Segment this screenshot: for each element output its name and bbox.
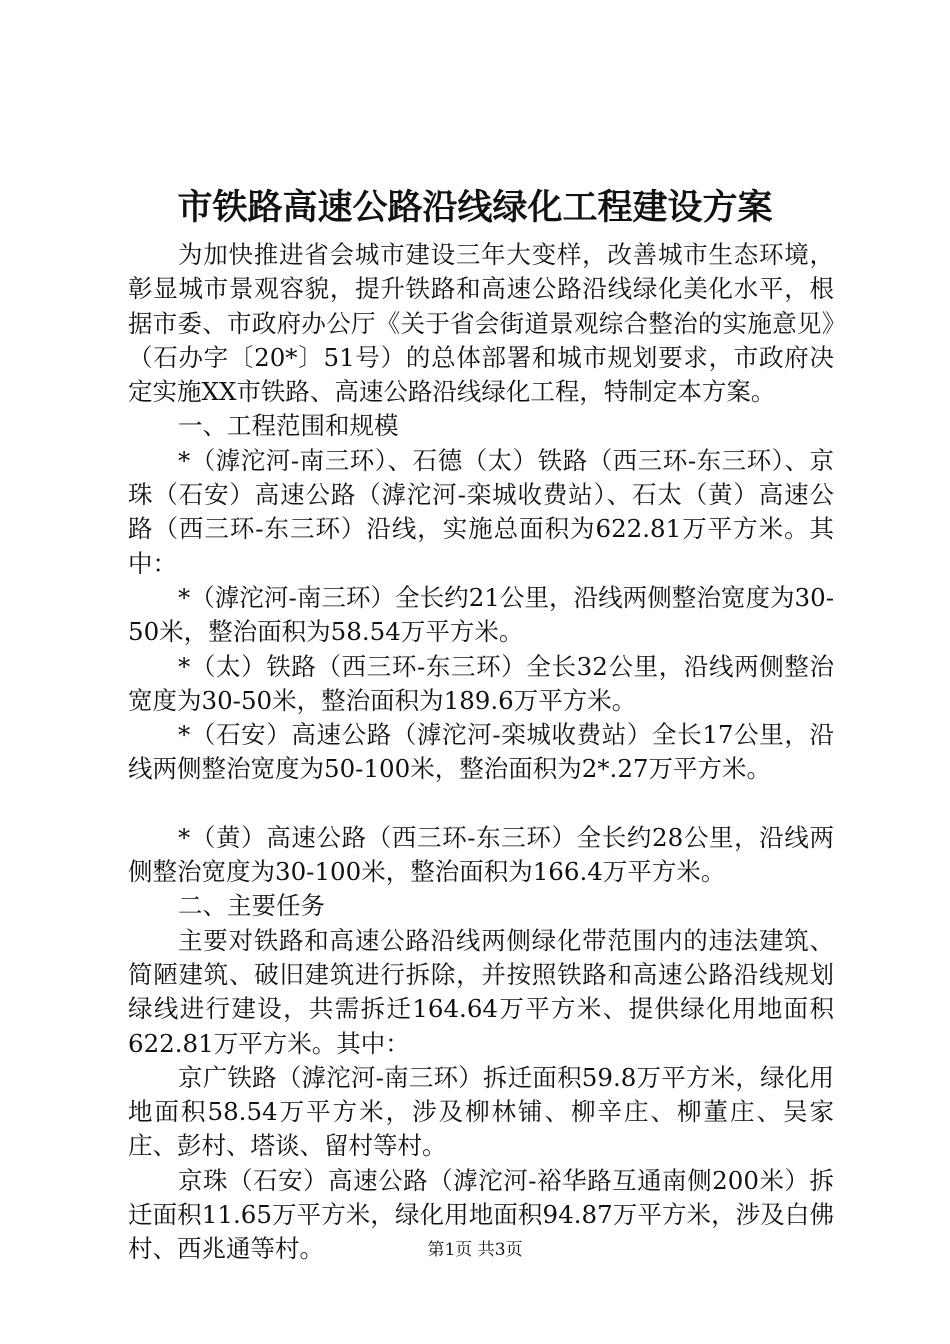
page-footer: 第1页 共3页 (427, 1240, 523, 1260)
scope-item-3: *（石安）高速公路（滹沱河-栾城收费站）全长17公里，沿线两侧整治宽度为50-100米，整治面积为2*.27万平方米。 (128, 720, 834, 784)
scope-paragraph: *（滹沱河-南三环）、石德（太）铁路（西三环-东三环）、京珠（石安）高速公路（滹沱河-栾城收费站）、石太（黄）高速公路（西三环-东三环）沿线，实施总面积为622.81万平方米。其中： (128, 445, 834, 578)
document-title: 市铁路高速公路沿线绿化工程建设方案 (177, 187, 773, 228)
tasks-item-2: 京珠（石安）高速公路（滹沱河-裕华路互通南侧200米）拆迁面积11.65万平方米，绿化用地面积94.87万平方米，涉及白佛村、西兆通等村。 (128, 1165, 834, 1264)
scope-item-2: *（太）铁路（西三环-东三环）全长32公里，沿线两侧整治宽度为30-50米，整治面积为189.6万平方米。 (128, 651, 834, 715)
document-body (128, 238, 834, 1267)
tasks-item-1: 京广铁路（滹沱河-南三环）拆迁面积59.8万平方米，绿化用地面积58.54万平方米，涉及柳林铺、柳辛庄、柳董庄、吴家庄、彭村、塔谈、留村等村。 (128, 1062, 834, 1161)
tasks-paragraph: 主要对铁路和高速公路沿线两侧绿化带范围内的违法建筑、简陋建筑、破旧建筑进行拆除，并按照铁路和高速公路沿线规划绿线进行建设，共需拆迁164.64万平方米、提供绿化用地面积622.81万平方米。其中： (128, 925, 834, 1058)
intro-paragraph: 为加快推进省会城市建设三年大变样，改善城市生态环境，彰显城市景观容貌，提升铁路和高速公路沿线绿化美化水平，根据市委、市政府办公厅《关于省会街道景观综合整治的实施意见》（石办字〔20*〕51号）的总体部署和城市规划要求，市政府决定实施XX市铁路、高速公路沿线绿化工程，特制定本方案。 (128, 240, 834, 407)
scope-item-4: *（黄）高速公路（西三环-东三环）全长约28公里，沿线两侧整治宽度为30-100米，整治面积为166.4万平方米。 (128, 822, 834, 887)
section-heading-tasks: 二、主要任务 (178, 891, 325, 921)
scope-item-1: *（滹沱河-南三环）全长约21公里，沿线两侧整治宽度为30-50米，整治面积为58.54万平方米。 (128, 582, 834, 647)
section-heading-scope: 一、工程范围和规模 (178, 411, 399, 441)
